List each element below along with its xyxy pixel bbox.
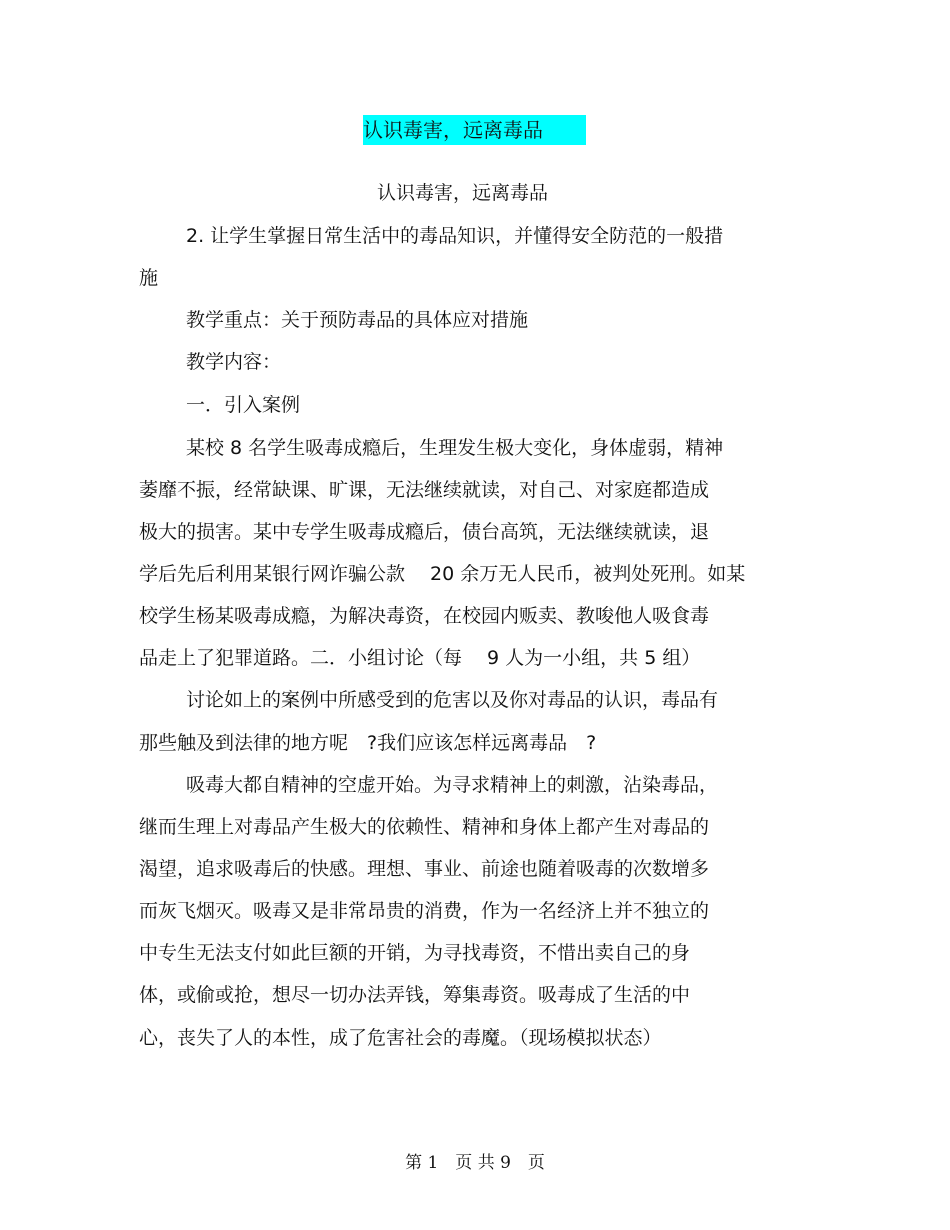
paragraph-line: 教学内容：	[186, 351, 282, 373]
paragraph-line: 学后先后利用某银行网诈骗公款 20 余万无人民币，被判处死刑。如某	[139, 563, 746, 585]
paragraph-line: 某校 8 名学生吸毒成瘾后，生理发生极大变化，身体虚弱，精神	[186, 437, 724, 459]
paragraph-line: 心，丧失了人的本性，成了危害社会的毒魔。（现场模拟状态）	[139, 1027, 662, 1049]
paragraph-line: 校学生杨某吸毒成瘾，为解决毒资，在校园内贩卖、教唆他人吸食毒	[139, 605, 710, 627]
paragraph-line: 萎靡不振，经常缺课、旷课，无法继续就读，对自己、对家庭都造成	[139, 479, 710, 501]
paragraph-line: 讨论如上的案例中所感受到的危害以及你对毒品的认识，毒品有	[186, 689, 719, 711]
paragraph-line: 体，或偷或抢，想尽一切办法弄钱，筹集毒资。吸毒成了生活的中	[139, 984, 691, 1006]
paragraph-line: 教学重点：关于预防毒品的具体应对措施	[186, 309, 529, 331]
paragraph-line: 而灰飞烟灭。吸毒又是非常昂贵的消费，作为一名经济上并不独立的	[139, 900, 710, 922]
paragraph-line: 吸毒大都自精神的空虚开始。为寻求精神上的刺激，沾染毒品，	[186, 774, 719, 796]
paragraph-line: 中专生无法支付如此巨额的开销，为寻找毒资，不惜出卖自己的身	[139, 942, 691, 964]
paragraph-line: 那些触及到法律的地方呢 ?我们应该怎样远离毒品 ?	[139, 732, 597, 754]
page-title: 认识毒害，远离毒品	[363, 115, 586, 145]
section-heading: 一．引入案例	[186, 394, 301, 416]
page-footer: 第 1 页 共 9 页	[405, 1153, 545, 1173]
paragraph-line: 施	[139, 267, 159, 289]
paragraph-line: 2. 让学生掌握日常生活中的毒品知识，并懂得安全防范的一般措	[186, 225, 724, 247]
subtitle: 认识毒害，远离毒品	[377, 182, 549, 204]
paragraph-line: 渴望，追求吸毒后的快感。理想、事业、前途也随着吸毒的次数增多	[139, 858, 710, 880]
paragraph-line: 极大的损害。某中专学生吸毒成瘾后，债台高筑，无法继续就读，退	[139, 521, 710, 543]
paragraph-line: 继而生理上对毒品产生极大的依赖性、精神和身体上都产生对毒品的	[139, 816, 710, 838]
paragraph-line: 品走上了犯罪道路。二．小组讨论（每 9 人为一小组，共 5 组）	[139, 647, 701, 669]
